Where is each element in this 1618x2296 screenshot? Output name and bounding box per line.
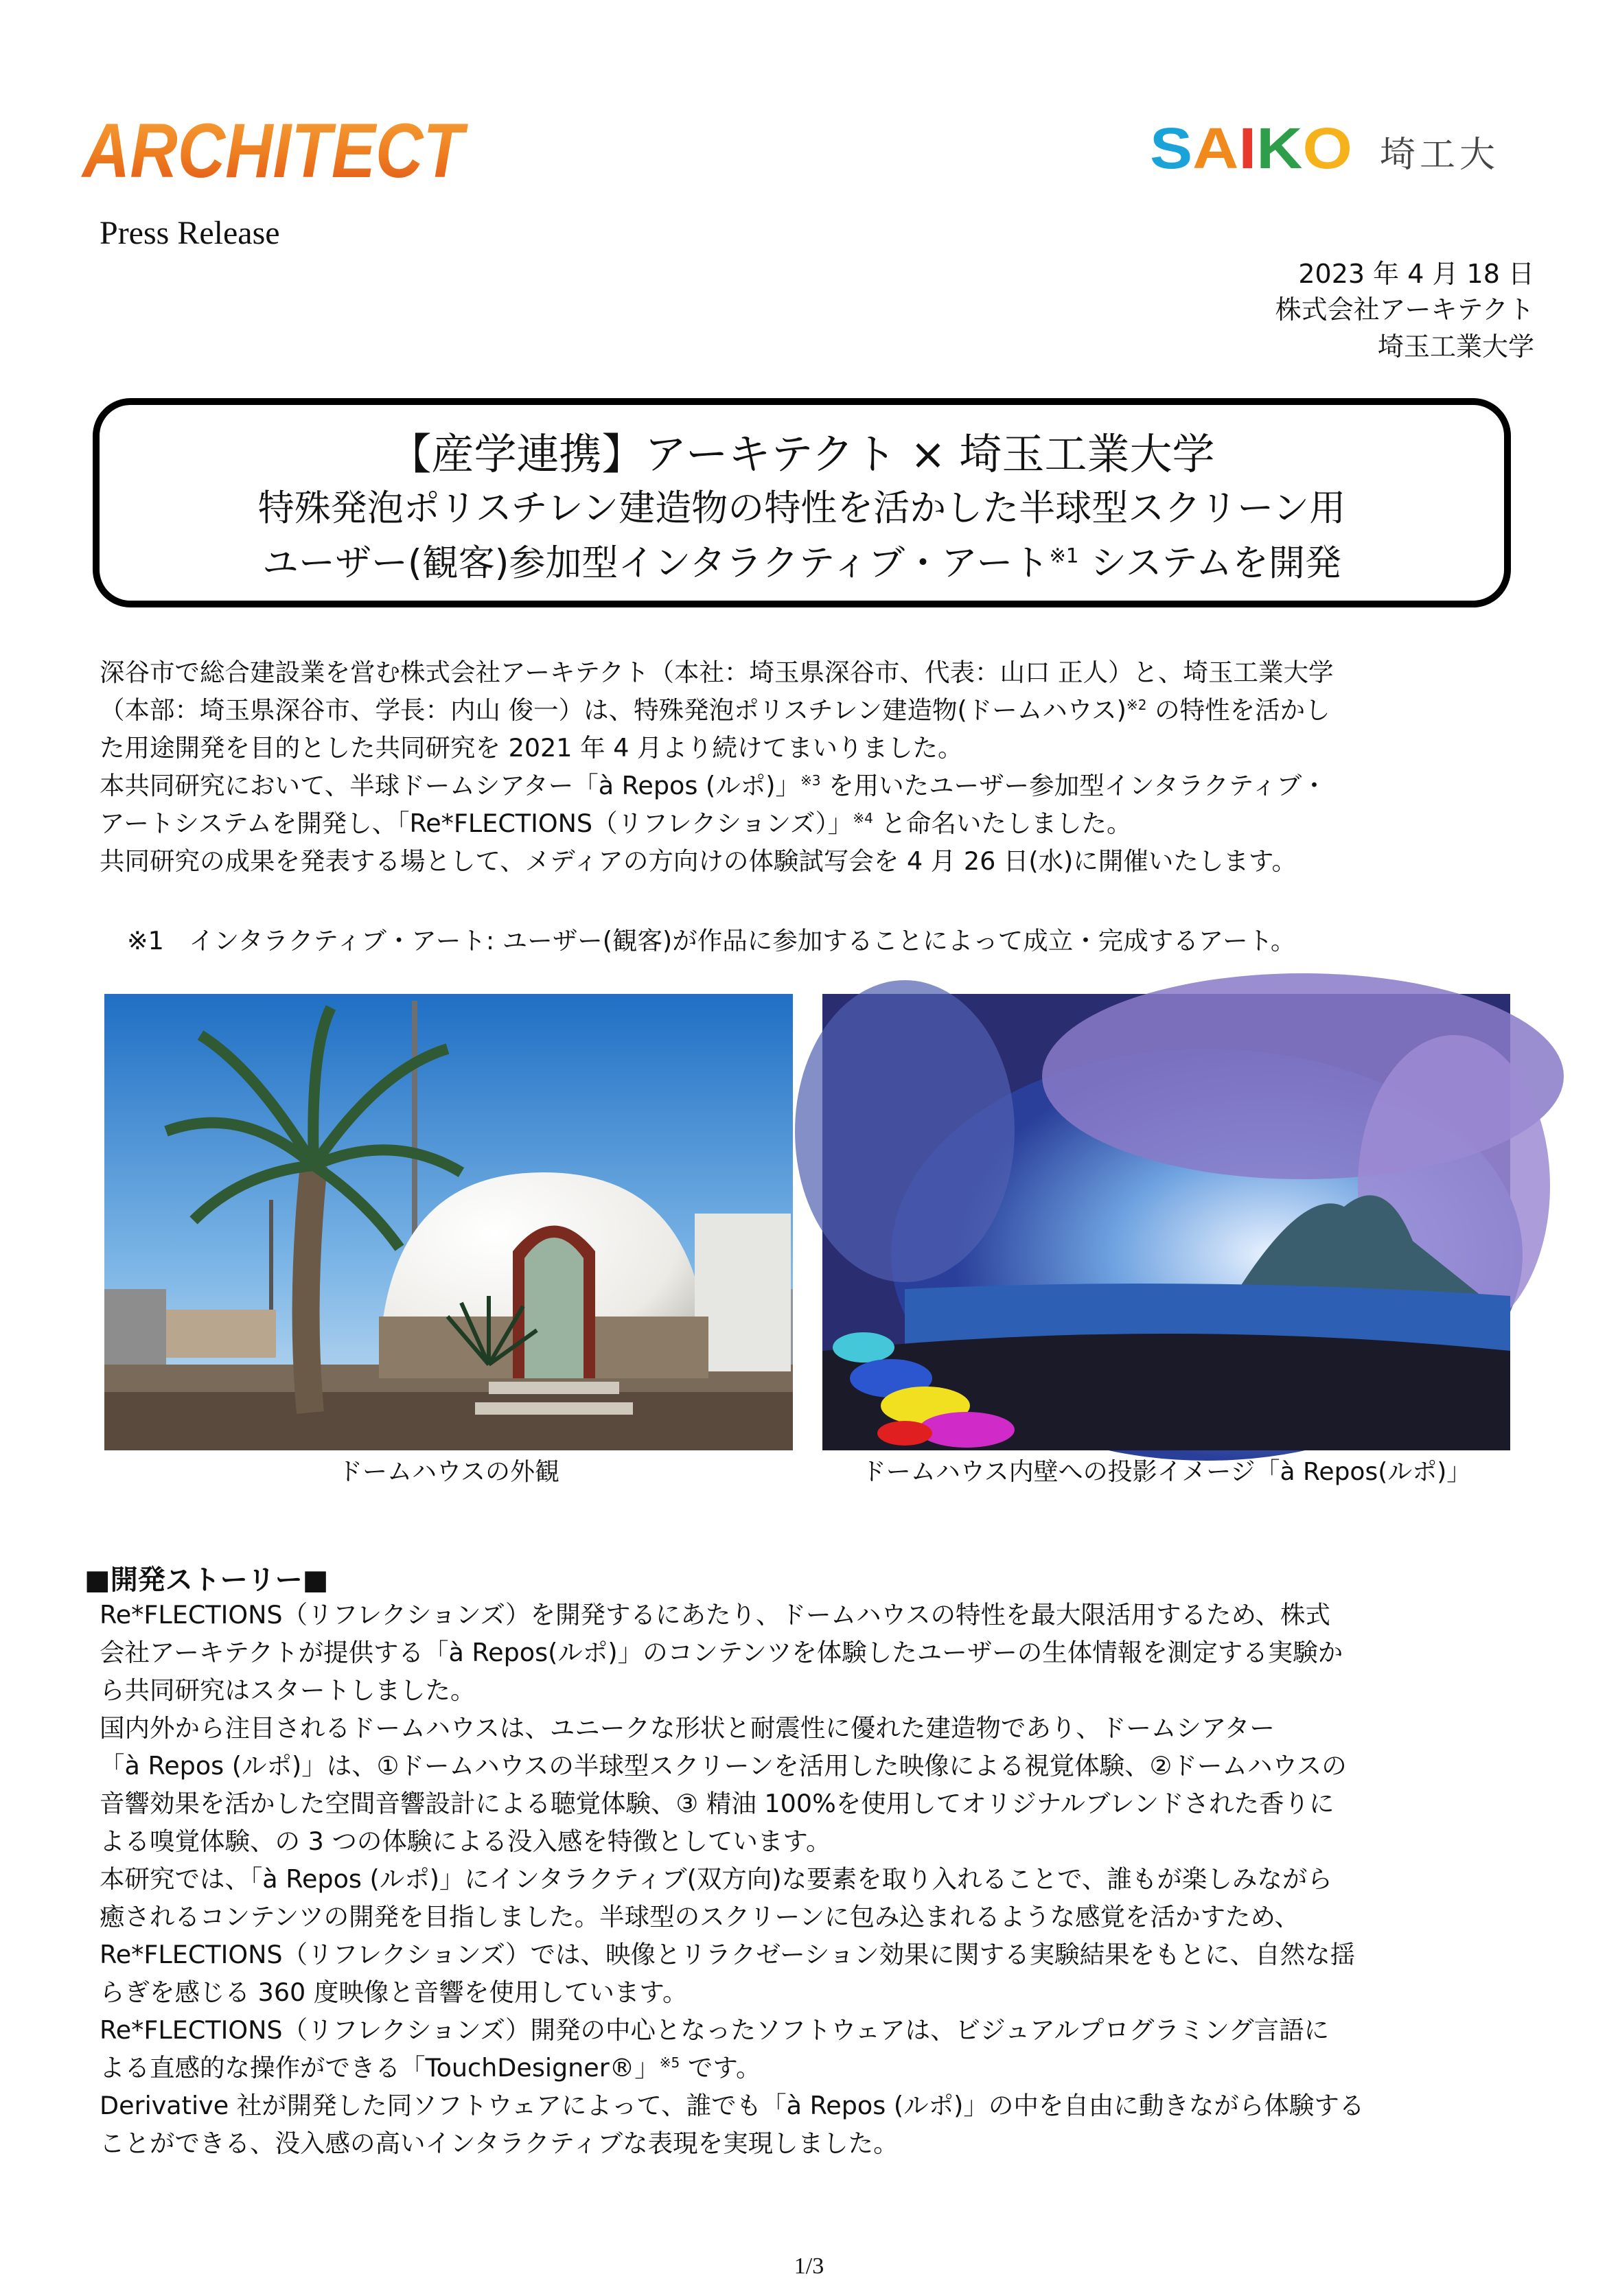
architect-logo	[80, 108, 469, 194]
intro-line: 深谷市で総合建設業を営む株式会社アーキテクト（本社：埼玉県深谷市、代表：山口 正人）と、埼玉工業大学	[100, 658, 1334, 687]
story-line: Derivative 社が開発した同ソフトウェアによって、誰でも「à Repos (ルポ)」の中を自由に動きながら体験する	[100, 2091, 1365, 2120]
story-line: Re*FLECTIONS（リフレクションズ）開発の中心となったソフトウェアは、ビジュアルプログラミング言語に	[100, 2015, 1330, 2045]
title-sub-2-text-b: システムを開発	[1078, 542, 1341, 584]
story-line: らぎを感じる 360 度映像と音響を使用しています。	[100, 1978, 688, 2007]
story-paragraph	[100, 1596, 1534, 2162]
intro-line: 共同研究の成果を発表する場として、メディアの方向けの体験試写会を 4 月 26 日(水)に開催いたします。	[100, 846, 1297, 876]
intro-line: アートシステムを開発し、「Re*FLECTIONS（リフレクションズ）」$^{※4}$ と命名いたしました。	[100, 809, 1132, 838]
projection-photo-caption: ドームハウス内壁への投影イメージ「à Repos(ルポ)」	[861, 1458, 1472, 1486]
title-sub-2-text-a: ユーザー(観客)参加型インタラクティブ・アート	[262, 542, 1050, 584]
svg-text:ARCHITECT: ARCHITECT	[80, 108, 469, 194]
intro-line: 本共同研究において、半球ドームシアター「à Repos (ルポ)」$^{※3}$ を用いたユーザー参加型インタラクティブ・	[100, 771, 1327, 800]
footnote-ref-5: ※5	[659, 2054, 680, 2071]
story-line: 本研究では、「à Repos (ルポ)」にインタラクティブ(双方向)な要素を取り入れることで、誰もが楽しみながら	[100, 1864, 1332, 1894]
story-line: よる嗅覚体験、の 3 つの体験による没入感を特徴としています。	[100, 1827, 831, 1856]
title-sub-1: 特殊発泡ポリスチレン建造物の特性を活かした半球型スクリーン用	[257, 487, 1346, 529]
page-number: 1/3	[794, 2253, 824, 2279]
press-release-label: Press Release	[100, 215, 280, 251]
dome-projection-photo	[822, 994, 1510, 1450]
footnote-1: ※1 インタラクティブ・アート: ユーザー(観客)が作品に参加することによって成立・完成するアート。	[127, 926, 1296, 955]
intro-line: た用途開発を目的とした共同研究を 2021 年 4 月より続けてまいりました。	[100, 733, 963, 763]
dome-house-photo	[104, 994, 793, 1450]
story-line: 会社アーキテクトが提供する「à Repos(ルポ)」のコンテンツを体験したユーザーの生体情報を測定する実験か	[100, 1638, 1343, 1667]
story-line: ことができる、没入感の高いインタラクティブな表現を実現しました。	[100, 2129, 899, 2158]
svg-text:埼工大: 埼工大	[1380, 135, 1500, 176]
story-heading: ■開発ストーリー■	[84, 1564, 329, 1596]
footnote-ref-4: ※4	[853, 809, 873, 826]
title-box	[93, 398, 1511, 607]
footnote-ref-1: ※1	[1049, 544, 1079, 568]
svg-text:SAIKO: SAIKO	[1150, 116, 1348, 181]
story-line: 音響効果を活かした空間音響設計による聴覚体験、③ 精油 100%を使用してオリジナルブレンドされた香りに	[100, 1789, 1334, 1818]
intro-line: （本部：埼玉県深谷市、学長：内山 俊一）は、特殊発泡ポリスチレン建造物(ドームハウス)$^{※2}$ の特性を活かし	[100, 695, 1330, 725]
story-line: よる直感的な操作ができる「TouchDesigner®」$^{※5}$ です。	[100, 2053, 761, 2083]
title-sub-2	[100, 534, 1504, 586]
footnote-ref-2: ※2	[1126, 696, 1147, 713]
story-line: 国内外から注目されるドームハウスは、ユニークな形状と耐震性に優れた建造物であり、ドームシアター	[100, 1713, 1275, 1743]
story-line: Re*FLECTIONS（リフレクションズ）を開発するにあたり、ドームハウスの特性を最大限活用するため、株式	[100, 1600, 1330, 1630]
university-name: 埼玉工業大学	[1377, 332, 1534, 362]
story-line: 癒されるコンテンツの開発を目指しました。半球型のスクリーンに包み込まれるような感覚を活かすため、	[100, 1902, 1299, 1932]
story-line: ら共同研究はスタートしました。	[100, 1675, 476, 1705]
story-line: 「à Repos (ルポ)」は、①ドームハウスの半球型スクリーンを活用した映像による視覚体験、②ドームハウスの	[100, 1751, 1347, 1781]
intro-paragraph	[100, 653, 1534, 880]
release-date: 2023 年 4 月 18 日	[1298, 259, 1534, 289]
dome-photo-caption: ドームハウスの外観	[338, 1458, 559, 1486]
title-main: 【産学連携】アーキテクト × 埼玉工業大学	[389, 429, 1215, 479]
company-name: 株式会社アーキテクト	[1275, 294, 1534, 325]
story-line: Re*FLECTIONS（リフレクションズ）では、映像とリラクゼーション効果に関する実験結果をもとに、自然な揺	[100, 1940, 1356, 1969]
footnote-ref-3: ※3	[800, 772, 821, 789]
saiko-logo	[1150, 113, 1507, 189]
